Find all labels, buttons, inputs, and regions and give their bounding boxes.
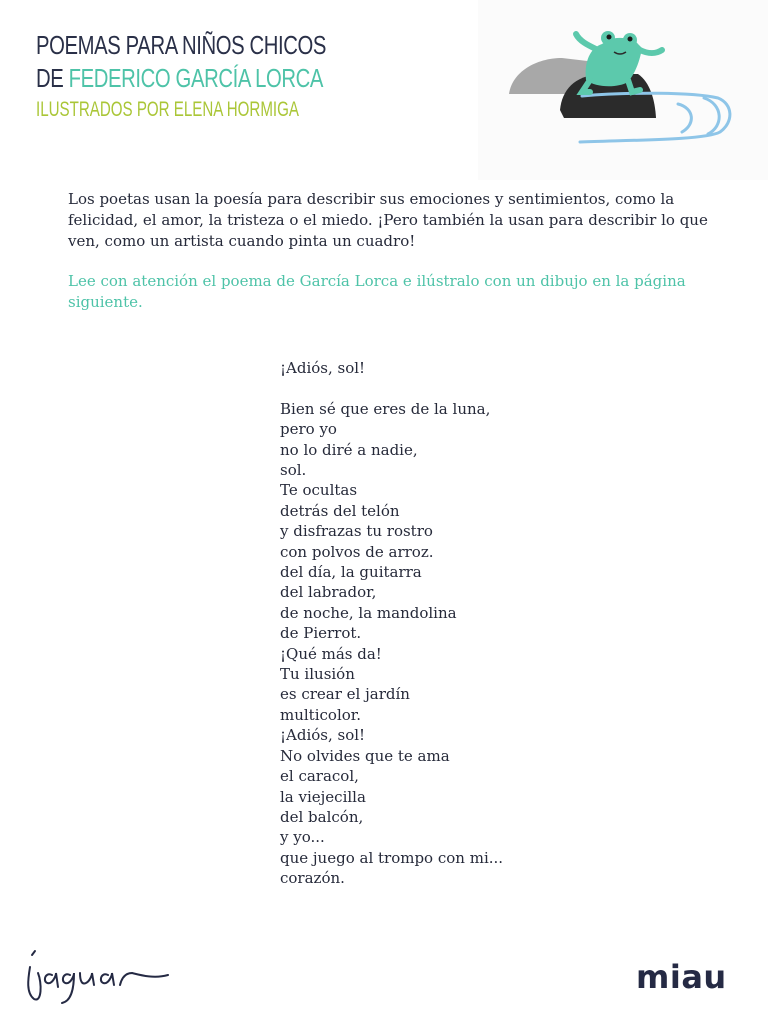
intro-paragraph: Los poetas usan la poesía para describir sus emociones y sentimientos, como la felicidad, el amor, la tristeza o el miedo. ¡Pero también la usan para describir lo que ven, como un artista cuando pinta un cuadro! (68, 190, 708, 250)
poem-line: detrás del telón (280, 501, 400, 520)
poem-line: corazón. (280, 869, 345, 888)
poem-line: del labrador, (280, 583, 377, 602)
poem-line: multicolor. (280, 705, 362, 724)
poem-line: No olvides que te ama (280, 746, 450, 765)
poem-line: de noche, la mandolina (280, 603, 457, 622)
jaguar-logo (22, 945, 172, 1007)
poem-body (280, 399, 503, 889)
title-illustrator: ILUSTRADOS POR ELENA HORMIGA (36, 98, 299, 121)
frog-illustration (478, 0, 768, 180)
stanza-gap (280, 378, 503, 398)
title-de: DE (36, 63, 64, 93)
title-line-1: POEMAS PARA NIÑOS CHICOS (36, 30, 327, 60)
miau-logo: miau (636, 958, 727, 996)
poem-line: Bien sé que eres de la luna, (280, 399, 491, 418)
poem-line: ¡Qué más da! (280, 644, 382, 663)
poem-line: la viejecilla (280, 787, 366, 806)
instruction-paragraph: Lee con atención el poema de García Lorca e ilústralo con un dibujo en la página siguiente. (68, 272, 686, 311)
poem-line: con polvos de arroz. (280, 542, 434, 561)
poem-line: el caracol, (280, 767, 359, 786)
poem-line: pero yo (280, 420, 337, 439)
poem-line: de Pierrot. (280, 624, 362, 643)
poem-line: del balcón, (280, 807, 364, 826)
poem (280, 358, 503, 889)
title-author: FEDERICO GARCÍA LORCA (68, 63, 324, 93)
poem-opening: ¡Adiós, sol! (280, 359, 366, 377)
poem-line: es crear el jardín (280, 685, 410, 704)
poem-line: y disfrazas tu rostro (280, 522, 433, 541)
poem-line: y yo... (280, 828, 325, 847)
poem-line: sol. (280, 461, 307, 480)
title-line-2 (36, 63, 323, 94)
poem-line: ¡Adiós, sol! (280, 726, 366, 745)
poem-line: del día, la guitarra (280, 563, 422, 582)
poem-line: Tu ilusión (280, 665, 355, 684)
poem-line: que juego al trompo con mi... (280, 848, 504, 867)
poem-line: no lo diré a nadie, (280, 440, 418, 459)
frog-on-rock-icon (478, 0, 768, 180)
poem-line: Te ocultas (280, 481, 358, 500)
